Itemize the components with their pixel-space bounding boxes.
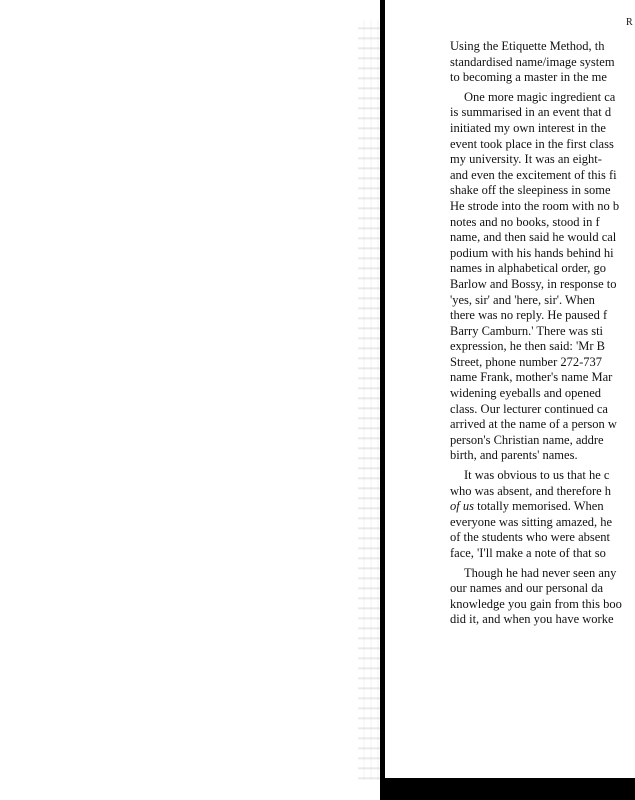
text-line: there was no reply. He paused f bbox=[450, 308, 608, 323]
scan-bottom-border bbox=[380, 778, 635, 800]
text-line: of us totally memorised. When bbox=[450, 499, 604, 514]
text-line: name Frank, mother's name Mar bbox=[450, 370, 613, 385]
text-line: of the students who were absent bbox=[450, 530, 611, 545]
text-line: who was absent, and therefore h bbox=[450, 483, 612, 498]
text-line: is summarised in an event that d bbox=[450, 105, 612, 120]
running-head: R bbox=[626, 17, 634, 28]
right-page bbox=[392, 0, 635, 778]
text-line: Barry Camburn.' There was sti bbox=[450, 323, 604, 338]
text-line: Though he had never seen any bbox=[464, 565, 617, 580]
paragraph bbox=[450, 468, 635, 562]
text-line: name, and then said he would cal bbox=[450, 230, 617, 245]
text-line: names in alphabetical order, go bbox=[450, 261, 607, 276]
text-line: expression, he then said: 'Mr B bbox=[450, 339, 606, 354]
text-line: widening eyeballs and opened bbox=[450, 386, 601, 401]
text-line: standardised name/image system bbox=[450, 54, 615, 69]
text-line: Using the Etiquette Method, th bbox=[450, 39, 605, 53]
book-spine-edge bbox=[380, 0, 385, 800]
text-line: did it, and when you have worke bbox=[450, 612, 614, 627]
text-line: One more magic ingredient ca bbox=[464, 89, 616, 104]
text-line: our names and our personal da bbox=[450, 581, 604, 596]
text-line: person's Christian name, addre bbox=[450, 432, 604, 447]
text-line: birth, and parents' names. bbox=[450, 448, 578, 463]
text-line: notes and no books, stood in f bbox=[450, 214, 600, 229]
text-line: It was obvious to us that he c bbox=[464, 468, 610, 483]
text-line: class. Our lecturer continued ca bbox=[450, 401, 608, 416]
text-line: arrived at the name of a person w bbox=[450, 417, 617, 432]
text-line: event took place in the first class bbox=[450, 136, 614, 151]
text-line: podium with his hands behind hi bbox=[450, 245, 614, 260]
paragraph bbox=[450, 90, 635, 464]
text-line: 'yes, sir' and 'here, sir'. When bbox=[450, 292, 595, 307]
paragraph bbox=[450, 566, 635, 628]
text-line: He strode into the room with no b bbox=[450, 198, 620, 213]
text-line: shake off the sleepiness in some bbox=[450, 183, 611, 198]
text-line: everyone was sitting amazed, he bbox=[450, 514, 613, 529]
body-text bbox=[450, 39, 635, 628]
text-line: and even the excitement of this fi bbox=[450, 167, 617, 182]
scan-edge-shadow bbox=[358, 20, 380, 780]
text-line: Barlow and Bossy, in response to bbox=[450, 276, 617, 291]
text-line: initiated my own interest in the bbox=[450, 120, 606, 135]
text-line: my university. It was an eight- bbox=[450, 152, 602, 167]
paragraph bbox=[450, 39, 635, 86]
text-line: knowledge you gain from this boo bbox=[450, 596, 622, 611]
text-line: face, 'I'll make a note of that so bbox=[450, 546, 606, 560]
text-line: to becoming a master in the me bbox=[450, 70, 607, 85]
text-line: Street, phone number 272-737 bbox=[450, 354, 603, 369]
